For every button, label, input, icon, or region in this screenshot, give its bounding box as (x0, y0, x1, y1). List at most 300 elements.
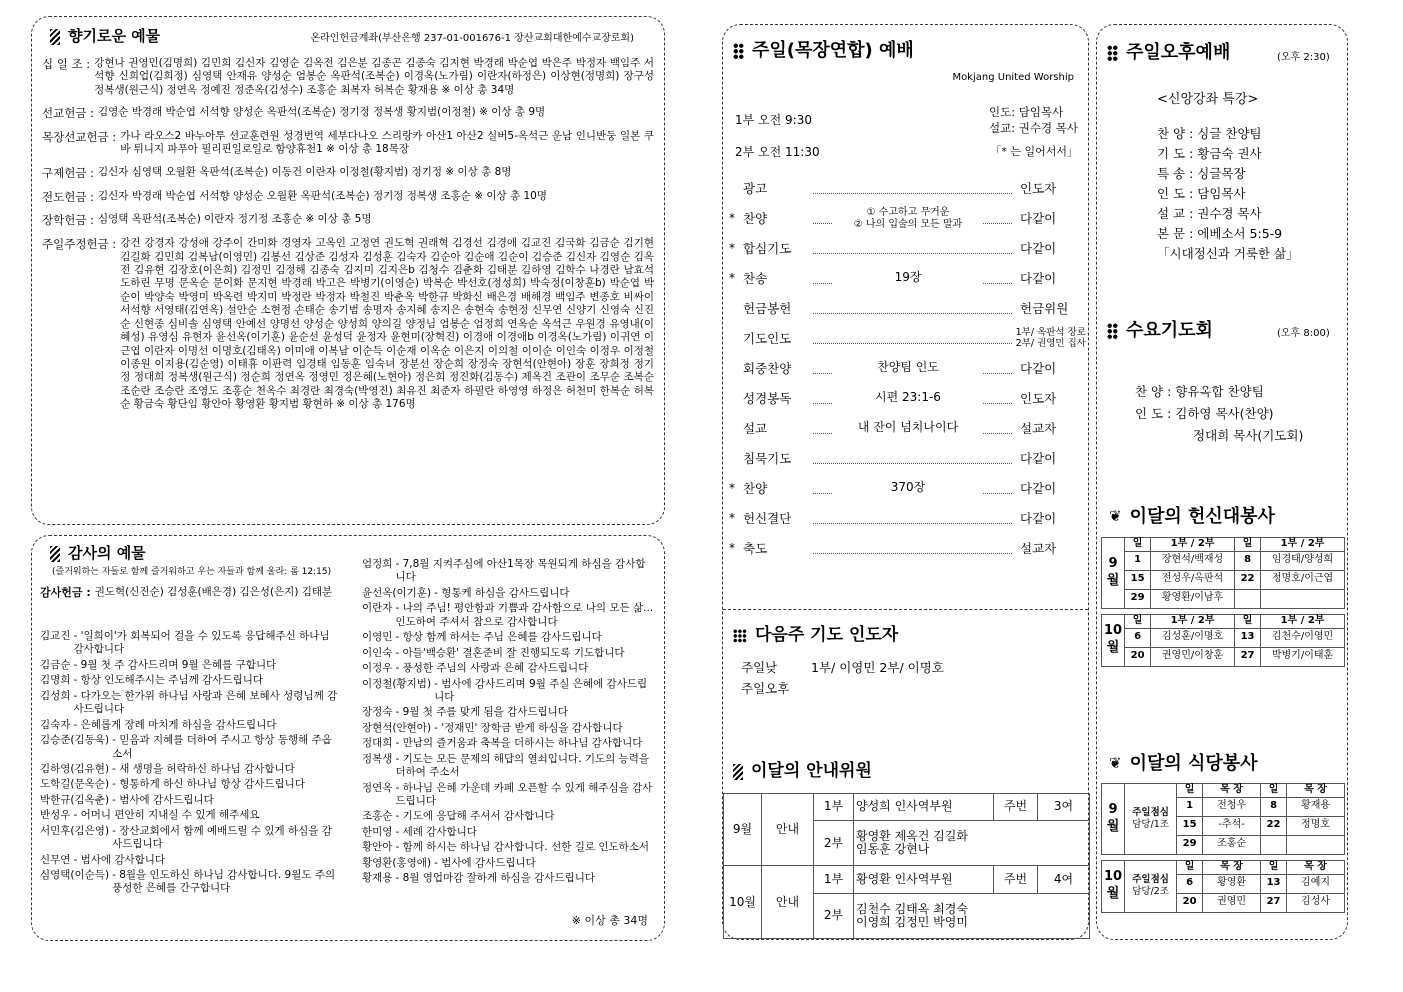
usher-week-value: 3여 (1038, 794, 1090, 821)
worship-order-label: 회중찬양 (743, 361, 792, 376)
standing-marker: * (729, 271, 735, 285)
header-name: 1부 / 2부 (1151, 538, 1235, 552)
thanks-item (362, 857, 654, 870)
worship-order-label: 찬양 (743, 481, 768, 496)
thanks-giver: 반성우 (40, 809, 71, 822)
devotion-title: ❦ 이달의 헌신대봉사 (1109, 506, 1275, 527)
thanks-giver: 신무연 (40, 853, 71, 866)
month-unit: 월 (1106, 572, 1120, 588)
thanks-giver: 황재용 (362, 872, 393, 885)
worship-order-detail: 시편 23:1-6 (833, 391, 983, 405)
leader-dots (813, 313, 1012, 314)
dotted-marker-icon (1107, 323, 1118, 339)
month-cell (1102, 860, 1125, 912)
thanks-text: - 형통케 하심을 감사드립니다 (434, 586, 570, 599)
thanks-text: - 8월을 인도하신 하나님 감사합니다. 9월도 주의 풍성한 은혜를 간구합니다 (112, 869, 336, 895)
thanks-giver: 김성희 (40, 689, 71, 702)
name-cell: 조홍순 (1203, 835, 1261, 854)
usher-part: 2부 (814, 893, 854, 938)
thanks-giver: 황영환(홍영애) (362, 856, 432, 869)
thanks-text: - 아들'백승환' 결혼준비 잘 진행되도록 기도합니다 (395, 646, 625, 659)
thanks-item (362, 872, 654, 885)
thanks-text: - 9월 첫 주를 맞게 됨을 감사드립니다 (395, 706, 568, 719)
usher-names: 황영환 인사역부원 (854, 866, 994, 893)
thanks-text: - '일희이'가 회복되어 걸을 수 있도록 응답해주신 하나님 감사합니다 (73, 630, 330, 656)
day-cell: 8 (1261, 797, 1287, 816)
standing-marker: * (729, 541, 735, 555)
thanks-item (362, 753, 654, 780)
thanks-item (40, 734, 340, 761)
duty-group: 담당/1조 (1132, 818, 1169, 830)
name-cell: 권영민 (1203, 893, 1261, 912)
name-cell: 임경태/양성희 (1261, 551, 1345, 570)
thanks-giver: 한미영 (362, 825, 393, 838)
afternoon-time: (오후 2:30) (1277, 52, 1330, 63)
usher-month: 9월 (724, 794, 762, 866)
name-cell: 권영민/이창훈 (1151, 647, 1235, 666)
worship-order-leader: 다같이 (1020, 361, 1082, 377)
table-row (1102, 551, 1345, 570)
thanks-giver: 정대희 (362, 737, 393, 750)
name-cell: 정명호/이근엽 (1261, 570, 1345, 589)
usher-row (724, 866, 1090, 893)
day-cell (1261, 835, 1287, 854)
thanks-text: - 범사에 감사드리며 9월 주실 은혜에 감사드립니다 (434, 677, 648, 703)
worship-order-label: 헌신결단 (743, 511, 792, 526)
thanks-giver: 장현석(안현아) (362, 721, 432, 734)
thanks-giver: 이정철(황지범) (362, 677, 432, 690)
thanks-giver: 정복생 (362, 752, 393, 765)
worship-order-leader: 다같이 (1020, 211, 1082, 227)
name-cell: 전성우/옥판석 (1151, 570, 1235, 589)
worship-title: 주일(목장연합) 예배 (733, 39, 914, 62)
name-cell: 장현석/백재성 (1151, 551, 1235, 570)
worship-order-item (723, 421, 1090, 445)
thanks-item (362, 826, 654, 839)
standing-marker: * (729, 511, 735, 525)
worship-time-2: 2부 오전 11:30 (735, 145, 820, 159)
day-cell: 20 (1177, 893, 1203, 912)
leader-dots (813, 523, 1012, 524)
thanks-giver: 황안아 (362, 841, 393, 854)
offering-row (42, 130, 654, 157)
leader-dots (813, 553, 1012, 554)
offering-label: 전도헌금 : (42, 189, 94, 204)
stripe-marker-icon (733, 764, 743, 780)
usher-role: 안내 (762, 866, 814, 939)
worship-order-item (723, 181, 1090, 205)
leader-dots (813, 343, 1012, 344)
name-cell: -추석- (1203, 816, 1261, 835)
thanks-text: - 형통하게 하신 하나님 항상 감사드립니다 (112, 778, 305, 791)
thanks-text: - 다가오는 한가위 하나님 사랑과 은혜 보혜사 성령님께 감사드립니다 (73, 689, 338, 716)
duty-cell (1125, 784, 1177, 855)
table-row (1102, 647, 1345, 666)
offering-list (42, 57, 654, 421)
month-unit: 월 (1106, 886, 1120, 902)
thanks-giver: 박한규(김옥춘) (40, 793, 110, 806)
name-cell: 정명호 (1287, 816, 1345, 835)
thanks-giver: 도학길(문옥순) (40, 778, 110, 791)
thanks-text: - '정재민' 장학금 받게 하심을 감사합니다 (434, 721, 623, 734)
thanks-item (40, 794, 340, 807)
header-name: 목 장 (1203, 784, 1261, 798)
offering-names: 강현나 권영민(김명희) 김민희 김신자 김영순 김옥전 김은분 김종곤 김종숙 김지현 박경래 박순엽 박은주 박정자 백임주 서석향 신희업(김희정) 심영택 안재유 양성순 엄봉순 옥판석(조복순) 이경옥(노가림) 이란자(하정은) 이상현(정명희) 장구성 정복생(원근식) 정연옥 정예진 정준옥(김성수) 조홍순 최복자 허복순 황재용 ※ 이상 총 34명 (94, 57, 654, 96)
thanks-text: - 9월 첫 주 감사드리며 9월 은혜를 구합니다 (73, 658, 277, 671)
day-cell: 29 (1177, 835, 1203, 854)
thanks-item (40, 825, 340, 852)
prayer-title: 다음주 기도 인도자 (733, 625, 898, 647)
header-day: 일 (1235, 614, 1261, 628)
thanks-list-right (362, 558, 654, 888)
thanks-item (362, 737, 654, 750)
leader-dots (813, 253, 1012, 254)
thanks-text: - 8월 영업마감 잘하게 하심을 감사드립니다 (395, 872, 596, 885)
usher-names: 양성희 인사역부원 (854, 794, 994, 821)
usher-table (723, 793, 1090, 939)
header-name: 목 장 (1203, 860, 1261, 874)
header-day: 일 (1125, 614, 1151, 628)
leader-dots (813, 463, 1012, 464)
thanks-text: - 7,8월 지켜주심에 아산1목장 목원되게 하심을 감사합니다 (395, 558, 646, 584)
thanks-text: - 하나님 은혜 가운데 카페 오픈할 수 있게 해주심을 감사드립니다 (395, 781, 653, 807)
worship-order-label: 성경봉독 (743, 391, 792, 406)
thanks-giver: 이정우 (362, 662, 393, 675)
thanks-item (40, 674, 340, 687)
offering-names: 가나 라오스2 바누아투 선교훈련원 성경번역 세부다나오 스리랑카 아산1 아산2 실버5-옥석근 운남 인니반둥 일본 쿠바 튀니지 파푸아 필리핀일로일로 함양휴천1 ※ 이상 총 18목장 (120, 130, 654, 156)
offering-row (42, 166, 654, 181)
day-cell: 22 (1261, 816, 1287, 835)
leaf-icon: ❦ (1109, 753, 1122, 772)
cafeteria-table (1101, 783, 1345, 913)
offering-label: 목장선교헌금 : (42, 130, 117, 145)
offering-row (42, 237, 654, 412)
thanks-item (362, 602, 654, 629)
wednesday-program: 찬 양 : 향유옥합 찬양팀 인 도 : 김하영 목사(찬양) 정대희 목사(기도회) (1135, 384, 1304, 443)
offering-names: 김영순 박경래 박순엽 서석향 양성순 옥판석(조복순) 정기정 정복생 황지범(이정철) ※ 이상 총 9명 (97, 106, 546, 119)
usher-part: 2부 (814, 821, 854, 866)
thanks-panel (31, 535, 665, 941)
worship-order-label: 합심기도 (743, 241, 792, 256)
thanks-item (362, 706, 654, 719)
worship-order-label: 기도인도 (743, 331, 792, 346)
header-day: 일 (1177, 784, 1203, 798)
thanks-item (362, 662, 654, 675)
thanks-item (40, 778, 340, 791)
thanks-giver: 조홍순 (362, 810, 393, 823)
worship-order-detail: 370장 (833, 481, 983, 495)
day-cell: 6 (1177, 874, 1203, 893)
thanks-text: - 어머니 편안히 지내실 수 있게 해주세요 (73, 809, 260, 822)
worship-order-leader: 인도자 (1020, 181, 1082, 197)
thanks-item (362, 558, 654, 585)
standing-marker: * (729, 211, 735, 225)
day-cell: 8 (1235, 551, 1261, 570)
standing-marker: * (729, 481, 735, 495)
worship-order-leader: 다같이 (1020, 451, 1082, 467)
thanks-giver: 이영민 (362, 631, 393, 644)
header-name: 목 장 (1287, 860, 1345, 874)
month-number: 9 (1108, 556, 1118, 571)
thanks-text: - 세례 감사합니다 (395, 825, 477, 838)
name-cell: 김천수/이영민 (1261, 628, 1345, 647)
worship-order-item (723, 361, 1090, 385)
name-cell: 김성사 (1287, 893, 1345, 912)
worship-order-item (723, 481, 1090, 505)
offering-row (42, 213, 654, 228)
offering-account: 온라인헌금계좌(부산은행 237-01-001676-1 장산교회대한예수교장로회) (310, 33, 634, 44)
thanks-text: - 범사에 감사드립니다 (434, 856, 536, 869)
thanks-giver: 심영택(이순득) (40, 869, 110, 881)
thanks-giver: 김하영(김유현) (40, 762, 110, 775)
month-number: 9 (1108, 802, 1118, 817)
thanks-giver: 정연옥 (362, 781, 393, 794)
table-header-row (1102, 860, 1345, 874)
worship-order-item (723, 207, 1090, 235)
day-cell: 27 (1235, 647, 1261, 666)
dotted-marker-icon (1107, 45, 1118, 61)
thanks-verse: (즐거워하는 자들로 함께 즐거워하고 우는 자들과 함께 울라: 롬 12:15) (52, 567, 332, 577)
worship-order-item (723, 391, 1090, 415)
header-name: 1부 / 2부 (1261, 538, 1345, 552)
offering-row (42, 106, 654, 121)
worship-order-label: 축도 (743, 541, 768, 556)
thanks-text: - 범사에 감사드립니다 (112, 793, 214, 806)
thanks-item (362, 587, 654, 600)
afternoon-line: 「시대정신과 거룩한 삶」 (1157, 246, 1299, 261)
thanks-text: - 은혜롭게 장례 마치게 하심을 감사드립니다 (73, 718, 277, 731)
thanks-item (362, 810, 654, 823)
thanks-giver: 장정숙 (362, 706, 393, 719)
worship-order-leader: 설교자 (1020, 421, 1082, 437)
worship-subtitle: Mokjang United Worship (952, 72, 1074, 83)
month-cell (1102, 614, 1125, 666)
afternoon-program (1157, 124, 1299, 264)
table-row (1102, 589, 1345, 608)
afternoon-line: 인 도 : 담임목사 (1157, 186, 1246, 201)
leaf-icon: ❦ (1109, 506, 1122, 525)
afternoon-special: <신앙강좌 특강> (1157, 92, 1259, 107)
offering-names: 강건 강경자 강성애 강주이 간미화 경영자 고옥인 고정연 권도혁 권래혁 김경선 김경애 김교진 김국화 김금순 김기현 김길화 김민희 김복남(이영민) 김봉선 김상준 김성자 김성훈 김숙자 김순아 김순애 김순이 김승준 김신자 김영순 김옥전 김유현 김장호(이은희) 김정민 김정해 김종숙 김지미 김지은b 김청수 김춘화 김태분 김하영 김학수 나경란 남효석 도하린 무명 문옥순 문이화 문지현 박경래 박고은 박병기(이영순) 박복순 박선호(정성희) 박숙정(이창훈b) 박순엽 박순이 박양숙 박영미 박옥련 박지미 박정란 박정자 박철진 박춘옥 박한규 박화신 배은경 배해경 백임주 변종호 비싸이 서석향 서영태(김연옥) 설안순 소현정 손태순 송기범 송명자 송지혜 송지은 송현숙 송현정 신무연 신양기 신영숙 신진순 신현종 심비솔 심영택 안예선 양명선 양성순 양성희 양의길 양정님 엄봉순 엄정희 연옥순 옥석근 우원경 유영내(이혜성) 유영심 유현자 윤선옥(이기훈) 윤순선 윤성덕 윤정자 윤현미(장혁진) 이경애 이경애b 이경옥(노가림) 이귀연 이근엽 이란자 이명선 이명호(김태옥) 이미애 이복남 이순득 이순재 이옥순 이은지 이의철 이이순 이인숙 이정우 이정철 이종원 이지용(김순영) 이태휴 이판력 임경태 임동훈 임숙녀 장분선 장순희 장정숙 장현석(안현아) 장훈 장희정 정기정 정대희 정복생(원근식) 정순희 정연옥 정영민 정은혜(노현아) 정은희 정진화(김동수) 제옥건 조관이 조무순 조복순 조순란 조승란 조영도 조홍순 천옥수 최경란 최경숙(박영진) 최유진 최준자 하필란 하영영 하정은 허천미 한복순 허복순 황금숙 황단임 황안아 황영환 황지범 황현하 ※ 이상 총 176명 (120, 237, 654, 411)
thanks-giver: 윤선옥(이기훈) (362, 586, 432, 599)
thanks-text: - 범사에 감사합니다 (73, 853, 166, 866)
thanks-giver: 이인숙 (362, 646, 393, 659)
usher-week-value: 4여 (1038, 866, 1090, 893)
day-cell: 27 (1261, 893, 1287, 912)
worship-order-label: 찬양 (743, 211, 768, 226)
leader-dots (813, 193, 1012, 194)
worship-note: 「* 는 일어서서」 (990, 145, 1078, 158)
usher-names: 황영환 제옥건 김길화 임동훈 강현나 (854, 821, 1090, 866)
afternoon-line: 기 도 : 황금숙 권사 (1157, 146, 1262, 161)
worship-order-label: 침묵기도 (743, 451, 792, 466)
offering-label: 십 일 조 : (42, 57, 91, 71)
worship-order (723, 171, 1090, 571)
usher-names: 김천수 김태옥 최경숙 이영희 김정민 박영미 (854, 893, 1090, 938)
thanks-total: ※ 이상 총 34명 (571, 914, 648, 927)
offering-label: 구제헌금 : (42, 165, 94, 180)
thanks-item (40, 809, 340, 822)
worship-order-item (723, 451, 1090, 475)
afternoon-title: 주일오후예배 (1107, 41, 1230, 64)
worship-order-leader: 헌금위원 (1020, 301, 1082, 317)
header-day: 일 (1261, 860, 1287, 874)
divider (723, 609, 1088, 610)
worship-order-leader: 설교자 (1020, 541, 1082, 557)
offering-label: 주일주정헌금 : (42, 237, 117, 252)
offering-names: 김신자 심영택 오월환 옥판석(조복순) 이동건 이란자 이정철(황지범) 정기정 ※ 이상 총 8명 (97, 165, 512, 178)
schedule-panel (1096, 24, 1348, 940)
thanks-text: - 함께 하시는 하나님 감사합니다. 선한 길로 인도하소서 (395, 841, 650, 854)
name-cell: 황재용 (1287, 797, 1345, 816)
usher-role: 안내 (762, 794, 814, 866)
day-cell: 6 (1125, 628, 1151, 647)
cafeteria-title: ❦ 이달의 식당봉사 (1109, 753, 1258, 774)
offering-row (42, 190, 654, 205)
thanks-list-left (40, 630, 340, 898)
day-cell (1235, 589, 1261, 608)
usher-part: 1부 (814, 794, 854, 821)
day-cell: 13 (1261, 874, 1287, 893)
thanks-item (40, 630, 340, 657)
thanks-giver: 김숙자 (40, 718, 71, 731)
header-name: 목 장 (1287, 784, 1345, 798)
thanks-text: - 기도는 모든 문제의 해답의 열쇠입니다. 기도의 능력을 더하여 주소서 (395, 752, 650, 779)
name-cell: 전청우 (1203, 797, 1261, 816)
thanks-giver: 김교진 (40, 630, 71, 642)
thanks-item (40, 869, 340, 896)
thanks-item (362, 631, 654, 644)
usher-row (724, 794, 1090, 821)
worship-order-leader: 1부/ 옥판석 장로 2부/ 권영민 집사 (1015, 327, 1086, 350)
worship-order-label: 설교 (743, 421, 768, 436)
offering-row (42, 57, 654, 97)
table-row (1102, 570, 1345, 589)
usher-week-label: 주번 (994, 794, 1038, 821)
offering-names: 심영택 옥판석(조복순) 이란자 정기정 조홍순 ※ 이상 총 5명 (97, 213, 372, 226)
usher-title: 이달의 안내위원 (733, 761, 872, 783)
thanks-title: 감사의 예물 (50, 544, 146, 563)
offering-names: 김신자 박경래 박순엽 서석향 양성순 오월환 옥판석(조복순) 정기정 정복생 조홍순 ※ 이상 총 10명 (97, 189, 547, 202)
table-row (1102, 628, 1345, 647)
dotted-marker-icon (733, 43, 744, 59)
worship-leaders: 인도: 담임목사 설교: 권수경 목사 (989, 105, 1078, 135)
wednesday-time: (오후 8:00) (1277, 328, 1330, 339)
thanks-text: - 새 생명을 허락하신 하나님 감사합니다 (112, 762, 295, 775)
stripe-marker-icon (50, 546, 60, 562)
worship-panel (722, 24, 1089, 940)
day-cell: 1 (1125, 551, 1151, 570)
table-header-row (1102, 538, 1345, 552)
thanks-text: - 믿음과 지혜를 더하여 주시고 항상 동행해 주옵소서 (112, 734, 332, 760)
header-name: 1부 / 2부 (1151, 614, 1235, 628)
name-cell (1261, 589, 1345, 608)
table-header-row (1102, 784, 1345, 798)
worship-order-item (723, 301, 1090, 325)
day-cell: 22 (1235, 570, 1261, 589)
offering-label: 장학헌금 : (42, 213, 94, 228)
offering-panel (31, 16, 665, 525)
thanks-giver: 김승준(김동욱) (40, 734, 110, 747)
table-header-row (1102, 614, 1345, 628)
wednesday-title: 수요기도회 (1107, 319, 1213, 342)
standing-marker: * (729, 241, 735, 255)
month-cell (1102, 784, 1125, 855)
worship-order-leader: 다같이 (1020, 511, 1082, 527)
name-cell: 김예지 (1287, 874, 1345, 893)
thanks-item (362, 678, 654, 705)
thanks-item (40, 690, 340, 717)
worship-order-item (723, 327, 1090, 355)
thanks-text: - 만남의 즐거움과 축복을 더하시는 하나님 감사합니다 (395, 737, 643, 750)
worship-order-label: 찬송 (743, 271, 768, 286)
usher-week-label: 주번 (994, 866, 1038, 893)
name-cell: 황영환/이남후 (1151, 589, 1235, 608)
day-cell: 29 (1125, 589, 1151, 608)
header-day: 일 (1235, 538, 1261, 552)
thanks-head: 감사헌금 : 권도혁(신진순) 김성훈(배은경) 김은성(은지) 김태분 (40, 586, 333, 599)
thanks-text: - 나의 주님! 평안함과 기쁨과 감사함으로 나의 모든 삶... 인도하여 주셔서 참으로 감사합니다 (395, 602, 654, 628)
month-number: 10 (1104, 869, 1123, 885)
duty-label: 주일점심 (1132, 806, 1169, 818)
month-unit: 월 (1106, 818, 1120, 834)
duty-group: 담당/2조 (1132, 886, 1169, 898)
afternoon-line: 설 교 : 권수경 목사 (1157, 206, 1262, 221)
offering-title: 향기로운 예물 (50, 27, 160, 46)
thanks-giver: 김금순 (40, 658, 71, 671)
worship-order-leader: 인도자 (1020, 391, 1082, 407)
thanks-text: - 풍성한 주님의 사랑과 은혜 감사드립니다 (395, 662, 589, 675)
day-cell: 20 (1125, 647, 1151, 666)
worship-order-item (723, 541, 1090, 565)
name-cell: 황영환 (1203, 874, 1261, 893)
afternoon-line: 본 문 : 에베소서 5:5-9 (1157, 226, 1283, 241)
month-number: 10 (1104, 623, 1123, 639)
header-day: 일 (1125, 538, 1151, 552)
header-name: 1부 / 2부 (1261, 614, 1345, 628)
thanks-item (362, 647, 654, 660)
devotion-table (1101, 537, 1345, 667)
worship-order-item (723, 271, 1090, 295)
thanks-text: - 항상 인도해주시는 주님께 감사드립니다 (73, 674, 264, 687)
day-cell: 15 (1125, 570, 1151, 589)
worship-order-item (723, 511, 1090, 535)
worship-order-leader: 다같이 (1020, 241, 1082, 257)
worship-order-detail: 찬양팀 인도 (833, 361, 983, 375)
day-cell: 15 (1177, 816, 1203, 835)
thanks-item (40, 854, 340, 867)
usher-month: 10월 (724, 866, 762, 939)
thanks-text: - 장산교회에서 함께 예배드릴 수 있게 하심을 감사드립니다 (112, 824, 332, 851)
header-day: 일 (1177, 860, 1203, 874)
prayer-leaders: 주일낮 1부/ 이영민 2부/ 이명호 주일오후 (741, 660, 944, 697)
month-unit: 월 (1106, 640, 1120, 656)
thanks-text: - 기도에 응답해 주셔서 감사합니다 (395, 810, 555, 823)
thanks-item (40, 659, 340, 672)
thanks-giver: 엄정희 (362, 558, 393, 570)
duty-cell (1125, 860, 1177, 912)
thanks-giver: 김명희 (40, 674, 71, 687)
thanks-giver: 이란자 (362, 602, 393, 615)
worship-order-detail: 내 잔이 넘치나이다 (833, 421, 983, 435)
name-cell: 김성훈/이명호 (1151, 628, 1235, 647)
duty-label: 주일점심 (1132, 873, 1169, 885)
thanks-item (362, 782, 654, 809)
worship-order-leader: 다같이 (1020, 481, 1082, 497)
afternoon-line: 찬 양 : 싱글 찬양팀 (1157, 126, 1262, 141)
name-cell: 박병기/이태훈 (1261, 647, 1345, 666)
thanks-item (362, 841, 654, 854)
